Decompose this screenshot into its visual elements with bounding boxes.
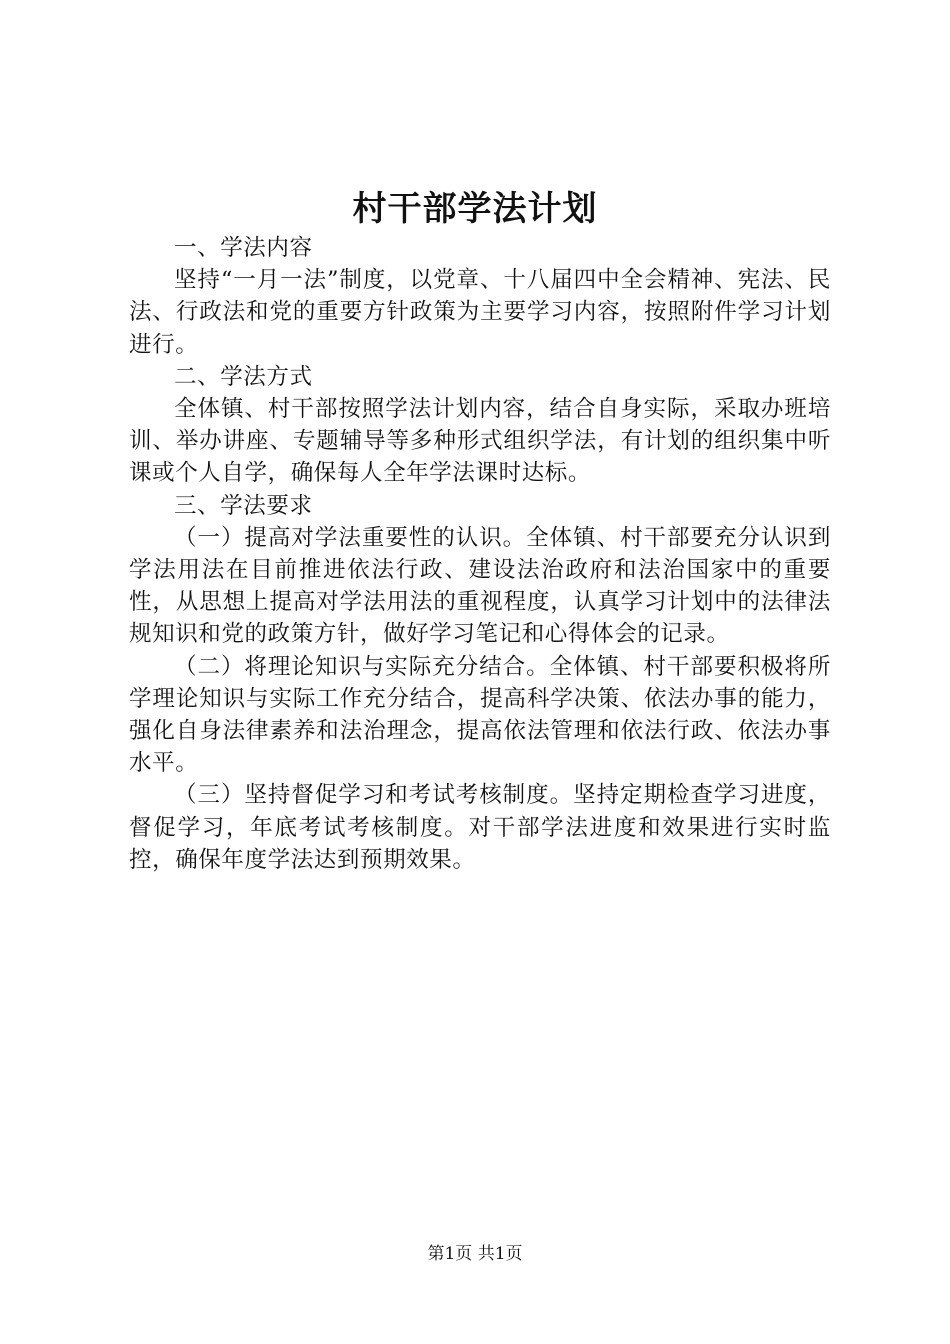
paragraph-method: 全体镇、村干部按照学法计划内容，结合自身实际，采取办班培训、举办讲座、专题辅导等多种形式组织学法，有计划的组织集中听课或个人自学，确保每人全年学法课时达标。 [129, 396, 831, 487]
section-heading-method: 二、学法方式 [174, 363, 313, 390]
paragraph-requirement-2: （二）将理论知识与实际充分结合。全体镇、村干部要积极将所学理论知识与实际工作充分结合，提高科学决策、依法办事的能力，强化自身法律素养和法治理念，提高依法管理和依法行政、依法办事水平。 [129, 653, 831, 777]
page-number-footer: 第1页 共1页 [427, 1244, 523, 1264]
paragraph-requirement-3: （三）坚持督促学习和考试考核制度。坚持定期检查学习进度，督促学习，年底考试考核制度。对干部学法进度和效果进行实时监控，确保年度学法达到预期效果。 [129, 782, 831, 873]
paragraph-content: 坚持“一月一法”制度，以党章、十八届四中全会精神、宪法、民法、行政法和党的重要方针政策为主要学习内容，按照附件学习计划进行。 [129, 267, 831, 358]
section-heading-content: 一、学法内容 [174, 235, 313, 261]
section-heading-requirements: 三、学法要求 [174, 492, 313, 519]
paragraph-requirement-1: （一）提高对学法重要性的认识。全体镇、村干部要充分认识到学法用法在目前推进依法行政、建设法治政府和法治国家中的重要性，从思想上提高对学法用法的重视程度，认真学习计划中的法律法规知识和党的政策方针，做好学习笔记和心得体会的记录。 [129, 524, 831, 648]
document-title: 村干部学法计划 [352, 189, 598, 229]
document-body [129, 232, 831, 876]
